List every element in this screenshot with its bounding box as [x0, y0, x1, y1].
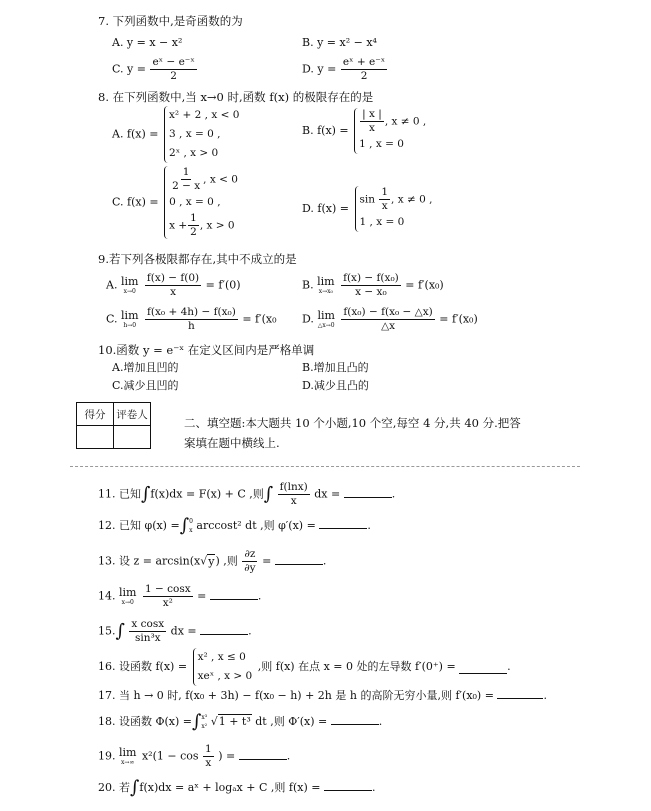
grader-header: 评卷人: [114, 403, 151, 426]
answer-blank[interactable]: [275, 552, 323, 565]
answer-blank[interactable]: [210, 587, 258, 600]
answer-blank[interactable]: [319, 516, 367, 529]
q7-option-a: A. y = x − x²: [112, 36, 183, 49]
piecewise-brace: x² + 2 , x < 0 3 , x = 0 , 2ˣ , x > 0: [164, 106, 239, 163]
q17: 17. 当 h → 0 时, f(x₀ + 3h) − f(x₀ − h) + 2h 是 h 的高阶无穷小量,则 f′(x₀) = .: [98, 686, 547, 703]
fraction: $\frac{\text{eˣ − e⁻ˣ}}{2}$: [152, 56, 195, 82]
answer-blank[interactable]: [459, 661, 507, 674]
q12: 12. 已知 φ(x) =∫ 0 x arccost² dt ,则 φ′(x) = .: [98, 515, 371, 536]
q14: 14. lim x→0 $\frac{1 - \cos x}{\text{x²}}$ = .: [98, 583, 262, 609]
q7-title: 7. 下列函数中,是奇函数的为: [98, 14, 243, 28]
q10-option-d: D.减少且凸的: [302, 379, 369, 392]
answer-blank[interactable]: [344, 485, 392, 498]
q10-title: 10.函数 y = e⁻ˣ 在定义区间内是严格单调: [98, 343, 315, 357]
piecewise-brace: $\frac{| x |}{x}$ , x ≠ 0 , 1 , x = 0: [354, 108, 426, 154]
section2-heading-line2: 案填在题中横线上.: [184, 436, 280, 450]
q13: 13. 设 z = arcsin(x√y) ,则 $\frac{\partial z}{\partial y}$ = .: [98, 548, 327, 574]
q9-title: 9.若下列各极限都存在,其中不成立的是: [98, 252, 297, 266]
q11: 11. 已知∫f(x)dx = F(x) + C ,则∫ $\frac{f(\ln x)}{x}$ dx = .: [98, 481, 396, 507]
grader-cell: [114, 426, 151, 449]
piecewise-brace: $\frac{1}{2 - x}$ , x < 0 0 , x = 0 , x + $\frac{1}{2}$ , x > 0: [164, 166, 238, 239]
section-divider: [70, 466, 580, 467]
q8-option-b: B. f(x) = $\frac{| x |}{x}$ , x ≠ 0 , 1 , x = 0: [302, 108, 426, 154]
q18: 18. 设函数 Φ(x) =∫ x³ x² √1 + t³ dt ,则 Φ′(x) = .: [98, 711, 383, 732]
q10-option-a: A.增加且凹的: [112, 361, 179, 374]
q8-option-c: C. f(x) = $\frac{1}{2 - x}$ , x < 0 0 , x = 0 , x + $\frac{1}{2}$ , x > 0: [112, 166, 238, 238]
piecewise-brace: x² , x ≤ 0 xeˣ , x > 0: [193, 648, 253, 686]
section2-heading-line1: 二、填空题:本大题共 10 个小题,10 个空,每空 4 分,共 40 分.把答: [184, 416, 521, 430]
answer-blank[interactable]: [200, 622, 248, 635]
q7-option-b: B. y = x² − x⁴: [302, 36, 377, 49]
q8-title: 8. 在下列函数中,当 x→0 时,函数 f(x) 的极限存在的是: [98, 90, 374, 104]
q7-option-c: C. y = $\frac{\text{eˣ − e⁻ˣ}}{2}$: [112, 56, 195, 82]
q7-option-d: D. y = $\frac{\text{eˣ + e⁻ˣ}}{2}$: [302, 56, 386, 82]
score-header: 得分: [77, 403, 114, 426]
q15: 15.∫ $\frac{\text{x cosx}}{\text{sin³x}}$ dx = .: [98, 618, 252, 644]
score-table: [76, 402, 151, 449]
answer-blank[interactable]: [239, 747, 287, 760]
q10-option-b: B.增加且凸的: [302, 361, 369, 374]
q16: 16. 设函数 f(x) = x² , x ≤ 0 xeˣ , x > 0 ,则 f(x) 在点 x = 0 处的左导数 f′(0⁺) = .: [98, 648, 511, 686]
q9-option-c: C. lim h→0 $\frac{\text{f(x₀ + 4h) − f(x₀)}}{h}$ = f′(x₀: [106, 306, 277, 332]
q10-option-c: C.减少且凹的: [112, 379, 179, 392]
answer-blank[interactable]: [324, 778, 372, 791]
piecewise-brace: sin $\frac{1}{x}$ , x ≠ 0 , 1 , x = 0: [355, 186, 433, 232]
q9-option-d: D. lim △x→0 $\frac{\text{f(x₀) − f(x₀ − △x)}}{\triangle x}$ = f′(x₀): [302, 306, 478, 332]
q8-option-a: A. f(x) = x² + 2 , x < 0 3 , x = 0 , 2ˣ , x > 0: [112, 106, 239, 163]
q8-option-d: D. f(x) = sin $\frac{1}{x}$ , x ≠ 0 , 1 , x = 0: [302, 186, 432, 232]
q9-option-b: B. lim x→x₀ $\frac{\text{f(x) − f(x₀)}}{\text{x − x₀}}$ = f′(x₀): [302, 272, 444, 298]
fraction: $\frac{\text{eˣ + e⁻ˣ}}{2}$: [342, 56, 386, 82]
q20: 20. 若∫f(x)dx = aˣ + logₐx + C ,则 f(x) = .: [98, 777, 376, 798]
score-cell: [77, 426, 114, 449]
q9-option-a: A. lim x→0 $\frac{f(x) - f(0)}{x}$ = f′(0): [106, 272, 241, 298]
answer-blank[interactable]: [331, 712, 379, 725]
q19: 19. lim x→∞ x²(1 − cos $\frac{1}{x}$ ) = .: [98, 743, 291, 769]
answer-blank[interactable]: [497, 686, 543, 699]
